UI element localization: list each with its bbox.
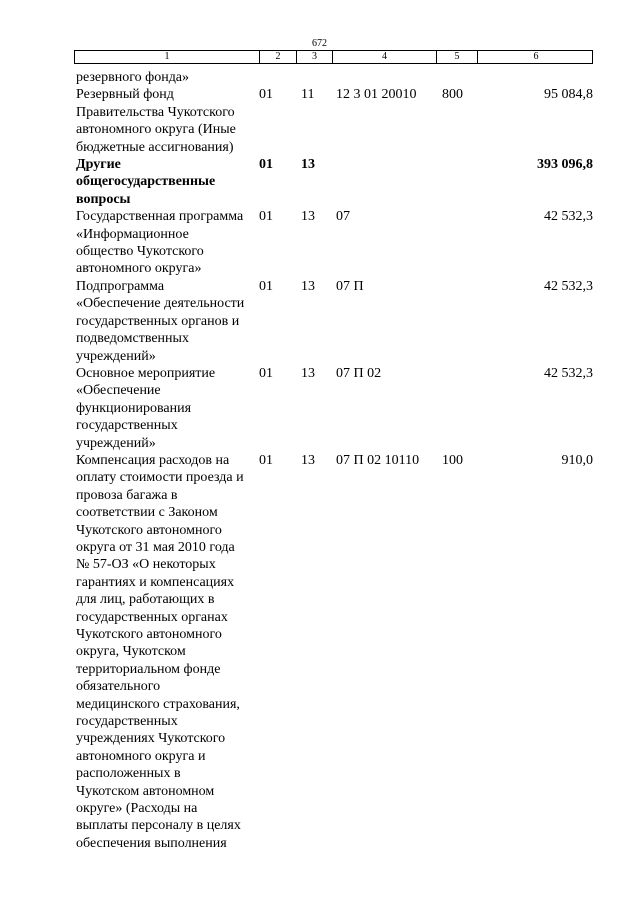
row-target-article: 07	[336, 209, 350, 225]
table-row	[76, 365, 593, 452]
row-subsection-code: 13	[301, 209, 315, 225]
row-name: Резервный фонд Правительства Чукотского автономного округа (Иные бюджетные ассигнования)	[76, 87, 236, 155]
row-expense-type	[436, 208, 477, 278]
table-row	[76, 278, 593, 365]
row-expense-type	[436, 156, 477, 208]
row-section-code: 01	[259, 209, 273, 225]
row-subsection-code: 13	[301, 278, 315, 294]
row-expense-type	[436, 365, 477, 452]
row-amount: 393 096,8	[537, 157, 593, 173]
row-section-code: 01	[259, 87, 273, 103]
row-subsection-code: 13	[301, 452, 315, 468]
row-subsection-code: 11	[301, 87, 315, 103]
row-expense-type: 100	[442, 452, 463, 468]
row-name: резервного фонда»	[76, 70, 190, 85]
row-name: Другие общегосударственные вопросы	[76, 157, 216, 207]
row-section-code: 01	[259, 278, 273, 294]
row-section-code: 01	[259, 365, 273, 381]
row-section-code: 01	[259, 157, 273, 173]
table-row	[76, 156, 593, 208]
row-target-article	[332, 69, 436, 86]
header-col-6: 6	[533, 51, 539, 62]
row-amount: 95 084,8	[544, 87, 593, 103]
row-target-article: 12 3 01 20010	[336, 87, 417, 103]
table-row	[76, 69, 593, 86]
row-expense-type: 800	[442, 87, 463, 103]
row-name: Основное мероприятие «Обеспечение функционирования государственных учреждений»	[76, 365, 216, 451]
row-section-code: 01	[259, 452, 273, 468]
row-target-article: 07 П 02	[336, 365, 382, 381]
header-col-4: 4	[333, 51, 437, 63]
table-body	[76, 69, 593, 852]
row-target-article: 07 П	[336, 278, 364, 294]
row-amount	[477, 69, 593, 86]
page-number: 672	[312, 38, 327, 49]
table-row	[76, 86, 593, 156]
header-col-5: 5	[437, 51, 478, 63]
row-target-article	[332, 156, 436, 208]
row-subsection-code: 13	[301, 157, 315, 173]
table-row	[76, 208, 593, 278]
header-col-1: 1	[75, 51, 260, 63]
row-amount: 42 532,3	[544, 278, 593, 294]
row-amount: 42 532,3	[544, 365, 593, 381]
row-subsection-code	[296, 69, 332, 86]
header-col-3: 3	[297, 51, 333, 63]
row-amount: 910,0	[561, 452, 593, 468]
row-subsection-code: 13	[301, 365, 315, 381]
row-expense-type	[436, 69, 477, 86]
row-name: Подпрограмма «Обеспечение деятельности государственных органов и подведомственных учреждений»	[76, 278, 245, 364]
row-amount: 42 532,3	[544, 209, 593, 225]
row-expense-type	[436, 278, 477, 365]
table-row	[76, 452, 593, 852]
header-col-2: 2	[260, 51, 297, 63]
row-name: Государственная программа «Информационное общество Чукотского автономного округа»	[76, 209, 244, 277]
row-target-article: 07 П 02 10110	[336, 452, 420, 468]
row-name: Компенсация расходов на оплату стоимости проезда и провоза багажа в соответствии с Законом Чукотского автономного округа от 31 мая 2010 года № 57-ОЗ «О некоторых гарантиях и компенсациях для лиц, работающих в государственных органах Чукотского автономного округа, Чукотском территориальном фонде обязательного медицинского страхования, государственных учреждениях Чукотского автономного округа и расположенных в Чукотском автономном округе» (Расходы на выплаты персоналу в целях обеспечения выполнения	[76, 452, 244, 851]
row-section-code	[259, 69, 296, 86]
table-header	[74, 50, 593, 64]
